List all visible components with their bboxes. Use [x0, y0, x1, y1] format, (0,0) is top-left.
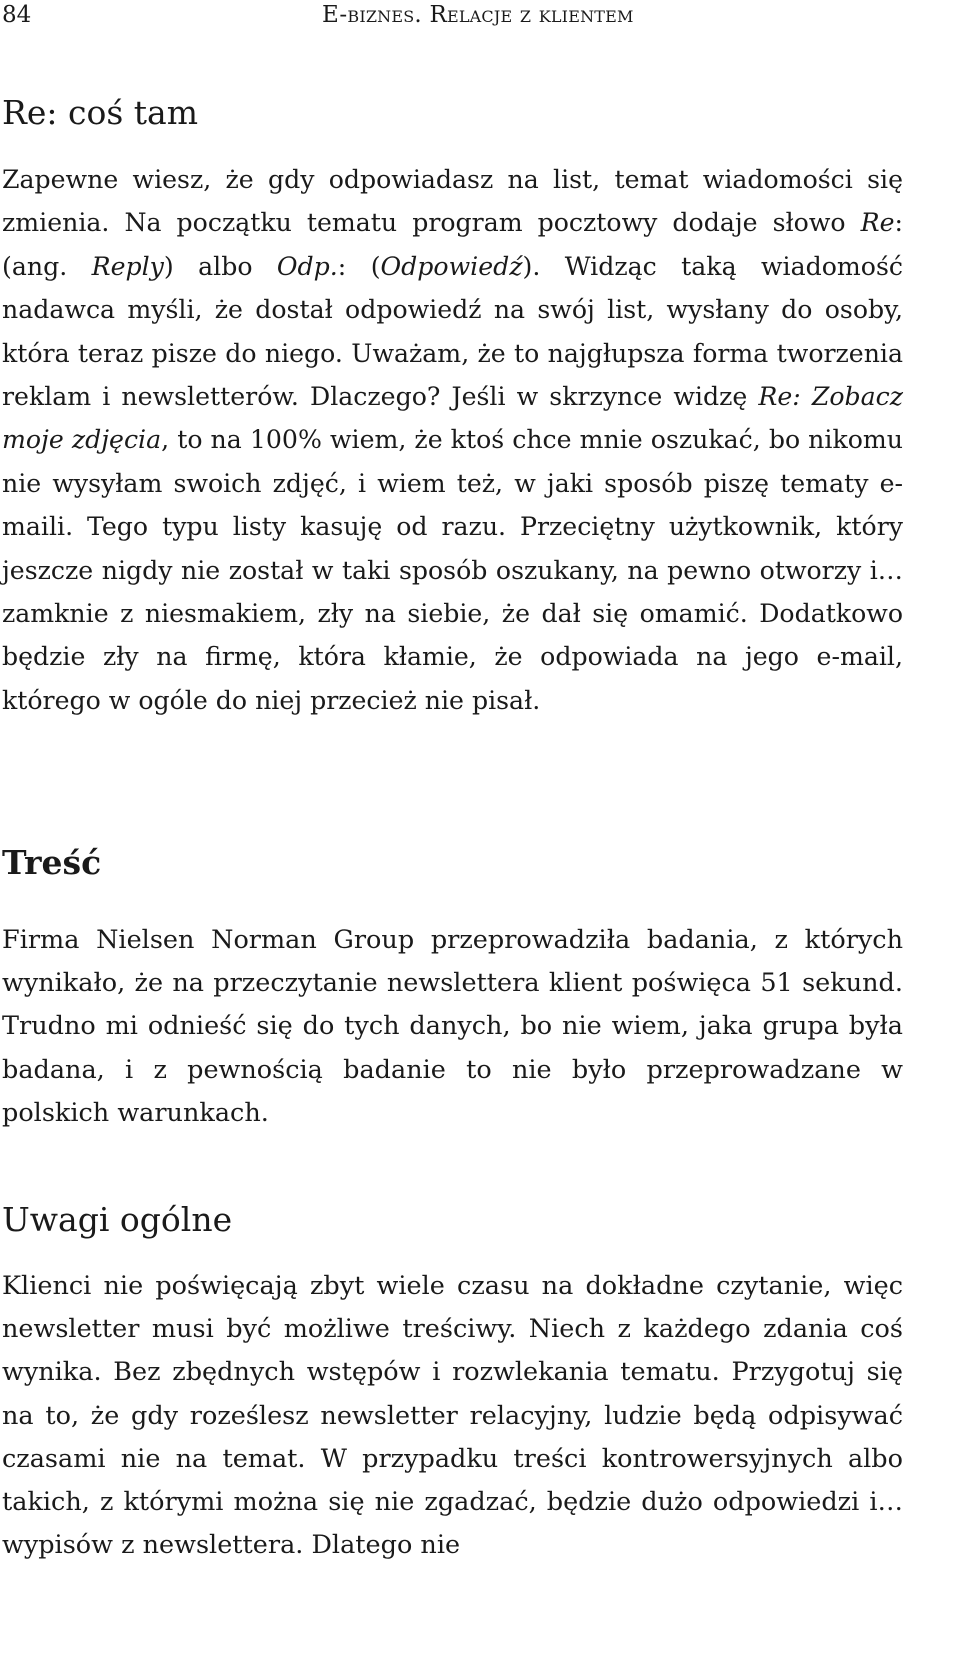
italic-run: Odp.: [276, 251, 338, 281]
section-re-heading-wrap: [2, 93, 903, 133]
text-run: : (: [337, 251, 381, 281]
section-heading-tresc: Treść: [2, 843, 102, 882]
section-tresc-heading-wrap: [2, 843, 903, 883]
text-run: Zapewne wiesz, że gdy odpowiadasz na list, temat wiadomości się zmienia. Na początku tematu program pocztowy dodaje słowo: [2, 165, 903, 238]
text-run: ) albo: [163, 251, 277, 281]
italic-run: Reply: [91, 251, 164, 281]
page-number: 84: [2, 2, 32, 28]
italic-run: Odpowiedź: [380, 251, 523, 281]
section-heading-uwagi: Uwagi ogólne: [2, 1200, 233, 1239]
text-run: : (ang.: [2, 208, 903, 281]
section-re-body: [2, 158, 903, 722]
italic-run: Re: Zobacz moje zdjęcia: [2, 382, 903, 455]
section-heading-re: Re: coś tam: [2, 93, 198, 132]
section-uwagi-body: [2, 1265, 903, 1567]
paragraph-uwagi: Klienci nie poświęcają zbyt wiele czasu na dokładne czytanie, więc newsletter musi być możliwe treściwy. Niech z każdego zdania coś wynika. Bez zbędnych wstępów i rozwlekania tematu. Przygotuj się na to, że gdy roześlesz newsletter relacyjny, ludzie będą odpisywać czasami nie na temat. W przypadku treści kontrowersyjnych albo takich, z którymi można się nie zgadzać, będzie dużo odpowiedzi i… wypisów z newslettera. Dlatego nie: [2, 1271, 903, 1561]
paragraph-tresc: Firma Nielsen Norman Group przeprowadziła badania, z których wynikało, że na przeczytanie newslettera klient poświęca 51 sekund. Trudno mi odnieść się do tych danych, bo nie wiem, jaka grupa była badana, i z pewnością badanie to nie było przeprowadzane w polskich warunkach.: [2, 925, 903, 1128]
text-run: ). Widząc taką wiadomość nadawca myśli, że dostał odpowiedź na swój list, wysłany do osoby, która teraz pisze do niego. Uważam, że to najgłupsza forma tworzenia reklam i newsletterów. Dlaczego? Jeśli w skrzynce widzę: [2, 251, 903, 412]
running-head: [0, 0, 905, 30]
section-tresc-body: [2, 919, 903, 1135]
italic-run: Re: [860, 208, 895, 238]
text-run: , to na 100% wiem, że ktoś chce mnie oszukać, bo nikomu nie wysyłam swoich zdjęć, i wiem też, w jaki sposób piszę tematy e-maili. Tego typu listy kasuję od razu. Przeciętny użytkownik, który jeszcze nigdy nie został w taki sposób oszukany, na pewno otworzy i… zamknie z niesmakiem, zły na siebie, że dał się omamić. Dodatkowo będzie zły na firmę, która kłamie, że odpowiada na jego e-mail, którego w ogóle do niej przecież nie pisał.: [2, 425, 903, 715]
running-title: E-biznes. Relacje z klientem: [322, 2, 634, 28]
paragraph-re: [2, 158, 903, 722]
section-uwagi-heading-wrap: [2, 1200, 903, 1240]
